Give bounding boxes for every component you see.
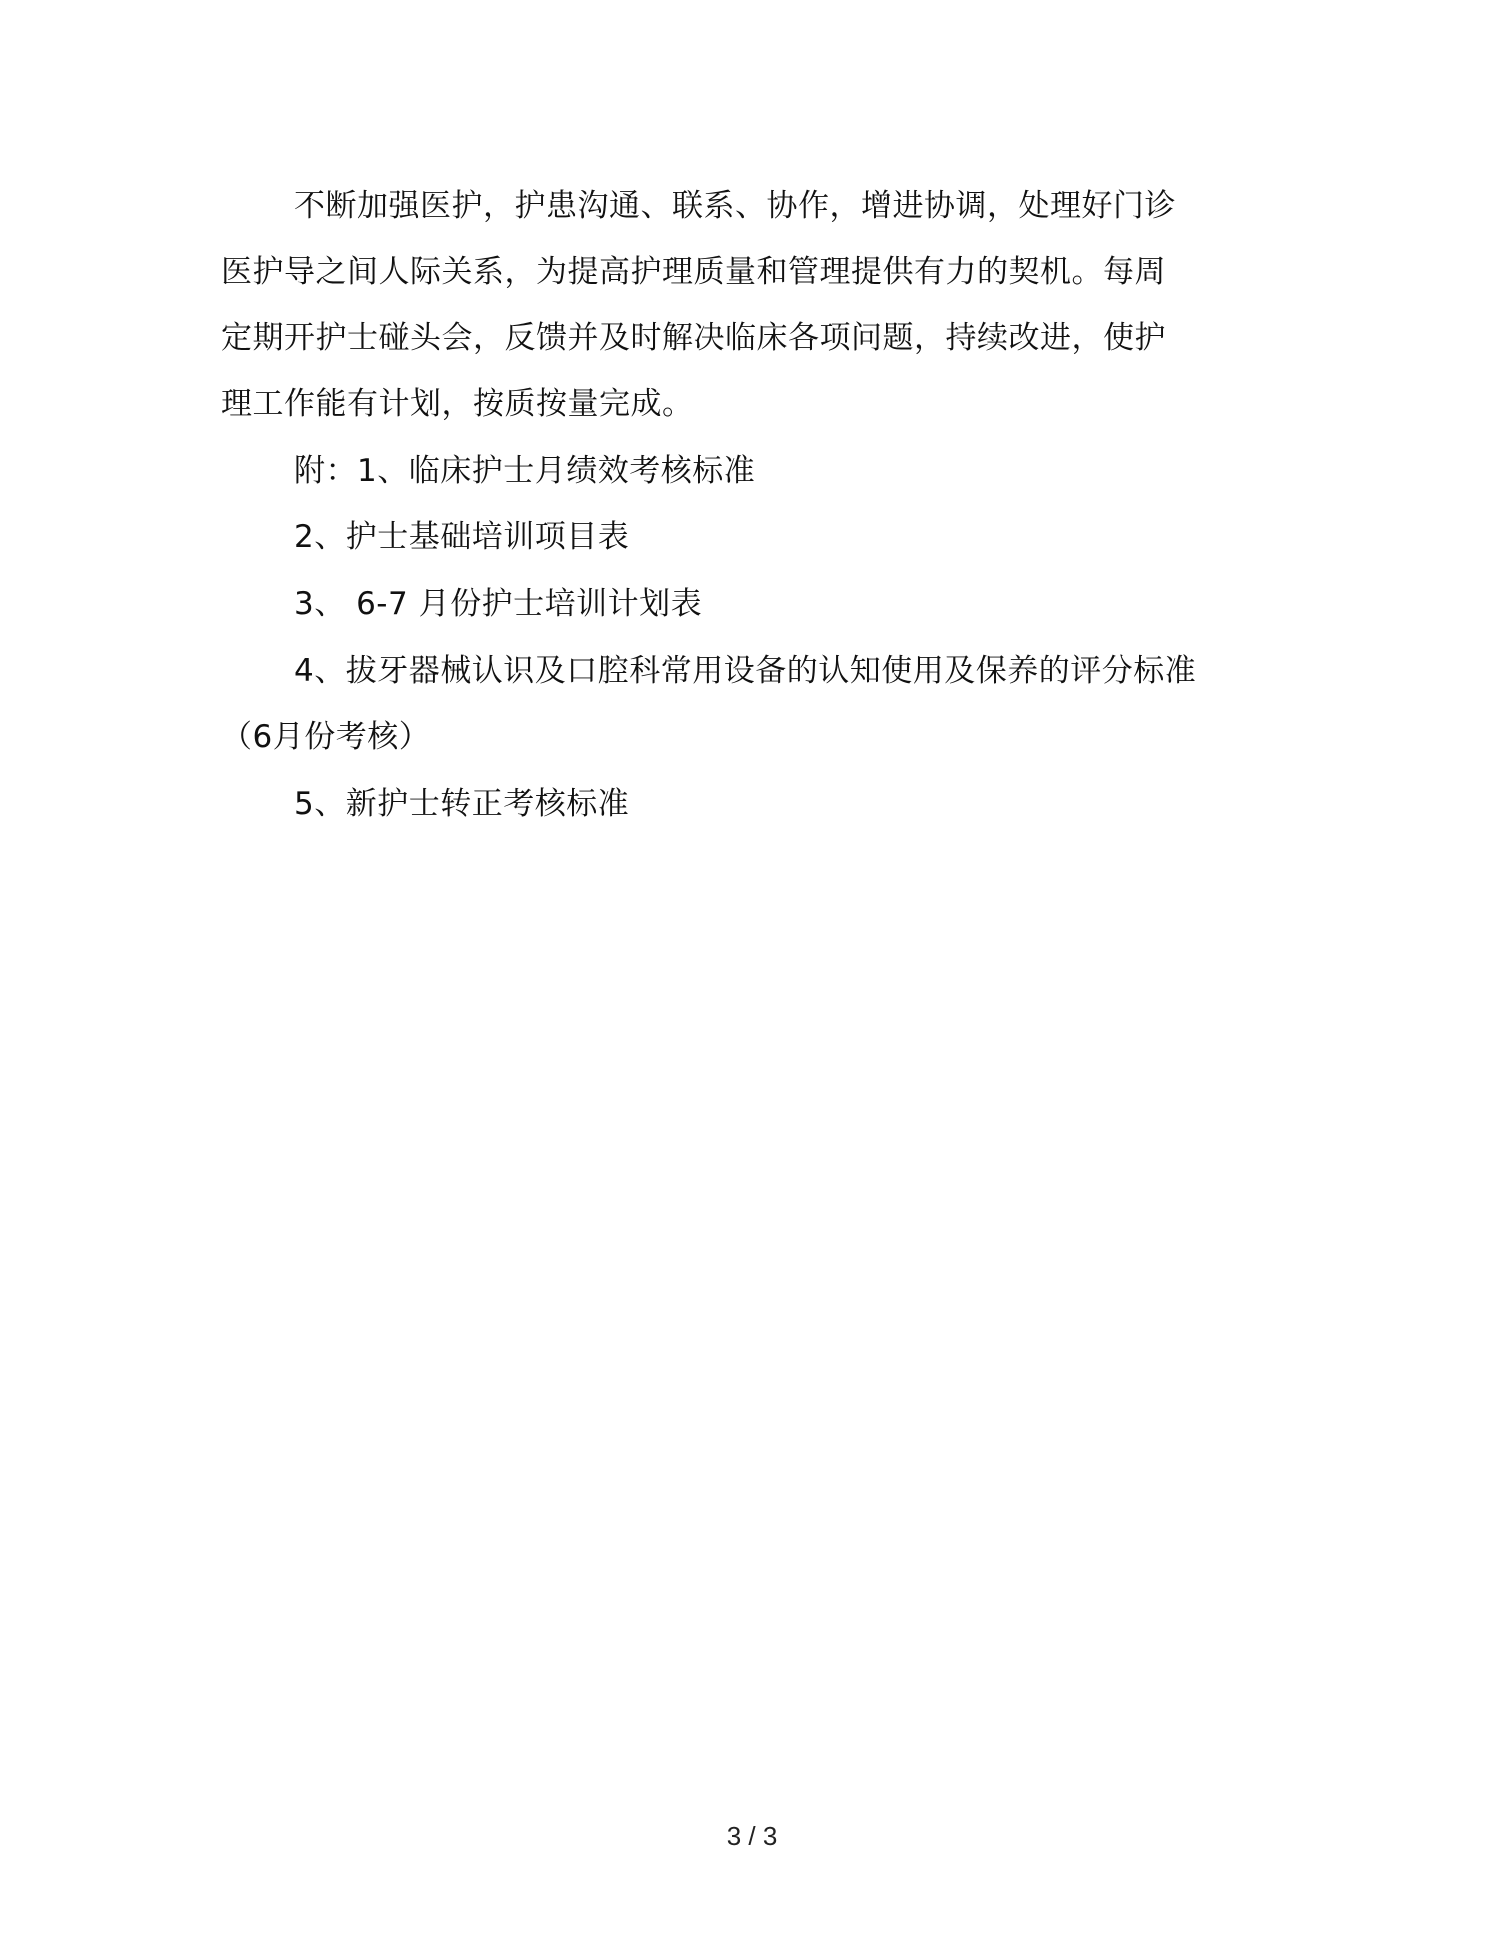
- appendix-item-3: 3、 6-7 月份护士培训计划表: [294, 586, 703, 622]
- paragraph-line-1: 不断加强医护，护患沟通、联系、协作，增进协调，处理好门诊: [294, 188, 1176, 224]
- appendix-item-5: 5、新护士转正考核标准: [294, 786, 630, 822]
- appendix-item-1: 附：1、临床护士月绩效考核标准: [294, 453, 756, 489]
- paragraph-line-2: 医护导之间人际关系，为提高护理质量和管理提供有力的契机。每周: [221, 254, 1166, 290]
- appendix-item-2: 2、护士基础培训项目表: [294, 519, 630, 555]
- paragraph-line-3: 定期开护士碰头会，反馈并及时解决临床各项问题，持续改进，使护: [221, 320, 1166, 356]
- appendix-item-4-continuation: （6月份考核）: [221, 719, 431, 755]
- appendix-item-4: 4、拔牙器械认识及口腔科常用设备的认知使用及保养的评分标准: [294, 653, 1197, 689]
- page-number: 3 / 3: [726, 1821, 778, 1851]
- paragraph-line-4: 理工作能有计划，按质按量完成。: [221, 386, 694, 422]
